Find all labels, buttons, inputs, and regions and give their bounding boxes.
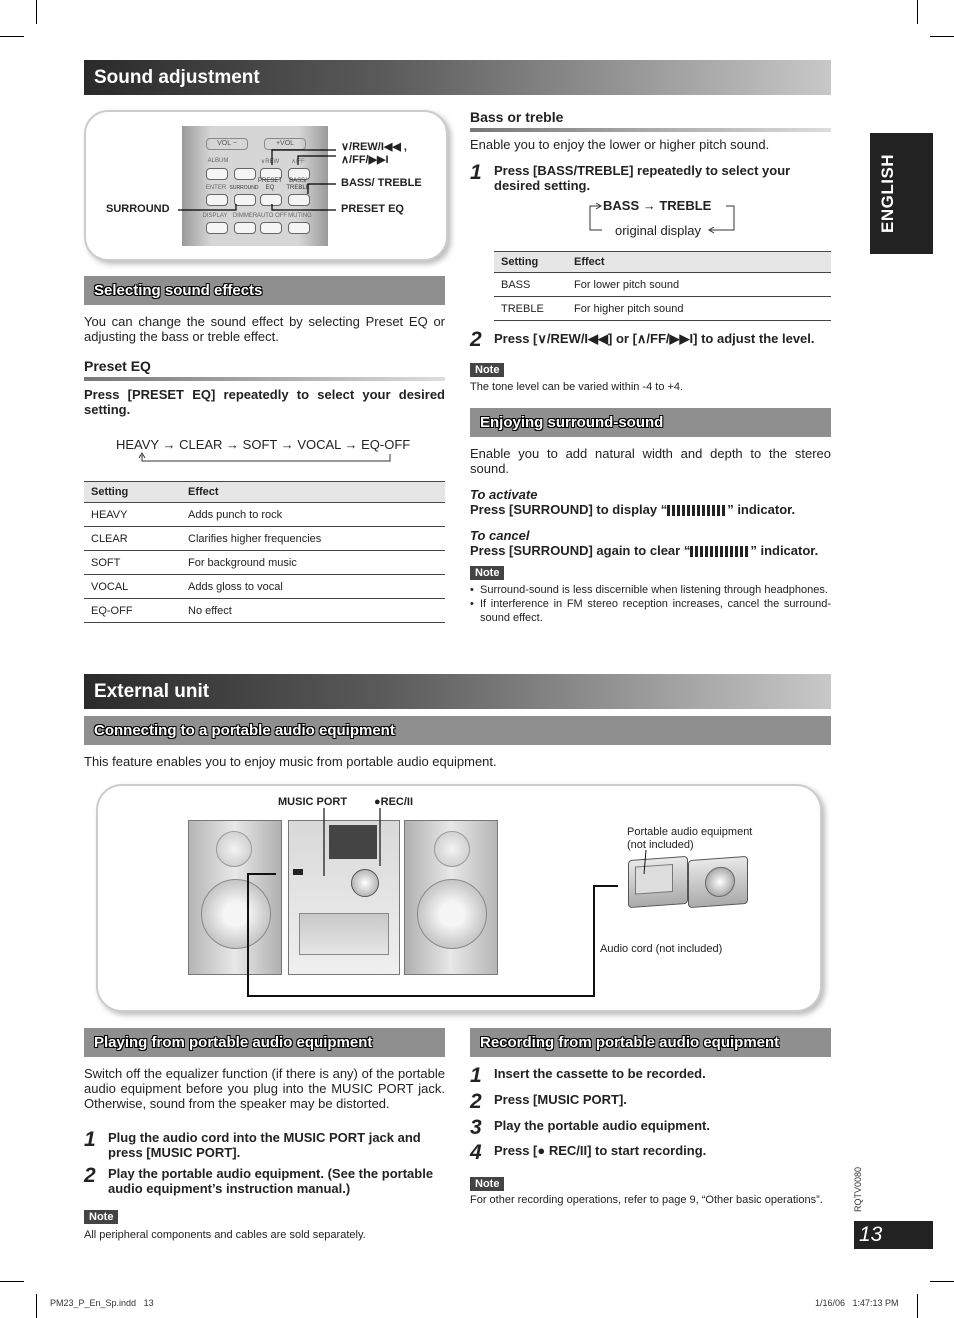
note-badge: Note [470,1177,504,1191]
step-number: 1 [470,1064,482,1087]
surround-intro: Enable you to add natural width and depth to the stereo sound. [470,446,831,476]
remote-key-label: PRESET EQ [258,178,283,191]
remote-key-label: DIMMER [232,213,258,219]
label-surround: SURROUND [106,203,170,215]
label-portable-equipment-note: (not included) [627,839,694,851]
label-rew: ∨/REW/I◀◀ , [341,141,407,153]
preset-eq-heading: Preset EQ [84,358,151,374]
label-preset-eq: PRESET EQ [341,203,404,215]
table-cell: BASS [494,273,567,297]
table-cell: HEAVY [84,503,181,527]
remote-figure [84,110,448,261]
crop-mark [0,1281,24,1282]
label-bass-treble: BASS/ TREBLE [341,177,422,189]
crop-mark [0,36,24,37]
subsection-recording: Recording from portable audio equipment [470,1028,831,1057]
table-cell: SOFT [84,551,181,575]
bass-note: The tone level can be varied within -4 to +4. [470,381,684,393]
footer-timestamp: 1/16/06 1:47:13 PM [815,1298,899,1308]
playing-note: All peripheral components and cables are sold separately. [84,1229,366,1241]
crop-mark [917,0,918,24]
to-activate-label: To activate [470,487,538,502]
surround-indicator-icon [690,546,750,557]
section-title-external-unit: External unit [84,674,831,709]
remote-key-label: ALBUM [207,158,229,164]
remote-key-label: BASS/ TREBLE [286,178,310,191]
heading-rule [84,377,445,381]
heading-rule [470,128,831,132]
note-text: If interference in FM stereo reception increases, cancel the surround-sound effect. [480,598,831,624]
table-cell: Adds punch to rock [181,503,445,527]
crop-mark [917,1294,918,1318]
table-cell: TREBLE [494,297,567,321]
table-cell: Clarifies higher frequencies [181,527,445,551]
subsection-surround: Enjoying surround-sound [470,408,831,437]
preset-eq-table [84,481,445,623]
table-cell: CLEAR [84,527,181,551]
label-music-port: MUSIC PORT [278,796,348,808]
bass-cycle: BASS → TREBLE [603,198,712,213]
table-row [84,575,445,599]
playing-step-2: Play the portable audio equipment. (See the portable audio equipment’s instruction manual.) [108,1166,434,1196]
bass-step-2: Press [∨/REW/I◀◀] or [∧/FF/▶▶I] to adjust the level. [494,331,815,346]
remote-key-label: ∨REW [260,159,280,165]
bass-cycle-arrows [588,200,738,234]
table-row [84,503,445,527]
label-ff: ∧/FF/▶▶I [341,154,389,166]
surround-notes [470,583,831,625]
note-item: • Surround-sound is less discernible when listening through headphones. [470,584,828,596]
recording-step-1: Insert the cassette to be recorded. [494,1066,706,1081]
recording-step-4: Press [● REC/II] to start recording. [494,1143,707,1158]
note-badge: Note [470,566,504,580]
label-audio-cord: Audio cord (not included) [600,943,723,955]
page-number: 13 [854,1221,933,1249]
crop-mark [36,0,37,24]
cancel-text: Press [SURROUND] again to clear “ [470,543,691,558]
surround-indicator-icon [667,505,727,516]
note-text: Surround-sound is less discernible when listening through headphones. [480,584,828,596]
playing-intro: Switch off the equalizer function (if there is any) of the portable audio equipment before you plug into the MUSIC PORT jack. Otherwise, sound from the speaker may be distorted. [84,1066,445,1111]
label-portable-equipment: Portable audio equipment [627,826,753,838]
recording-note: For other recording operations, refer to page 9, “Other basic operations”. [470,1194,823,1206]
remote-key-label: MUTING [288,213,312,219]
table-header: Setting [84,482,181,503]
activate-text: ” indicator. [727,502,796,517]
table-row [494,297,831,321]
crop-mark [930,36,954,37]
table-cell: Adds gloss to vocal [181,575,445,599]
vol-plus-button: +VOL [264,138,306,150]
preset-eq-instruction: Press [PRESET EQ] repeatedly to select your desired setting. [84,387,445,417]
table-cell: VOCAL [84,575,181,599]
note-item: • If interference in FM stereo reception increases, cancel the surround-sound effect. [470,598,831,624]
label-rec: ●REC/II [374,796,414,808]
cycle-return-arrow [138,452,394,466]
surround-cancel [470,543,818,558]
table-cell: For higher pitch sound [567,297,831,321]
surround-activate [470,502,795,517]
crop-mark [36,1294,37,1318]
step-number: 1 [84,1128,96,1151]
step-number: 3 [470,1116,482,1139]
step-number: 2 [84,1164,96,1187]
remote-key-label: ENTER [205,185,227,191]
doc-code: RQTV0080 [853,1166,863,1212]
remote-key-label: ∧/FF [291,159,305,165]
audio-cord [98,786,820,1010]
note-badge: Note [84,1210,118,1224]
activate-text: Press [SURROUND] to display “ [470,502,668,517]
recording-step-3: Play the portable audio equipment. [494,1118,710,1133]
to-cancel-label: To cancel [470,528,530,543]
step-number: 4 [470,1141,482,1164]
note-badge: Note [470,363,504,377]
table-header: Effect [181,482,445,503]
recording-step-2: Press [MUSIC PORT]. [494,1092,627,1107]
stereo-figure [96,784,822,1012]
subsection-playing: Playing from portable audio equipment [84,1028,445,1057]
table-cell: No effect [181,599,445,623]
bass-treble-table [494,251,831,321]
cancel-text: ” indicator. [750,543,819,558]
subsection-connecting: Connecting to a portable audio equipment [84,716,831,745]
table-row [84,551,445,575]
table-row [494,273,831,297]
table-cell: EQ-OFF [84,599,181,623]
table-cell: For background music [181,551,445,575]
language-tab-label: ENGLISH [878,153,897,233]
subsection-selecting-sound-effects: Selecting sound effects [84,276,445,305]
table-cell: For lower pitch sound [567,273,831,297]
footer-filename: PM23_P_En_Sp.indd 13 [50,1298,154,1308]
step-number: 2 [470,1090,482,1113]
crop-mark [930,1281,954,1282]
remote-key-label: DISPLAY [202,213,228,219]
bass-treble-heading: Bass or treble [470,109,564,125]
selecting-intro: You can change the sound effect by selecting Preset EQ or adjusting the bass or treble effect. [84,314,445,344]
playing-step-1: Plug the audio cord into the MUSIC PORT jack and press [MUSIC PORT]. [108,1130,421,1160]
remote-key-label: SURROUND [229,185,259,191]
preset-eq-cycle: HEAVY → CLEAR → SOFT → VOCAL → EQ-OFF [116,437,411,452]
table-header: Setting [494,252,567,273]
step-number: 2 [470,328,482,351]
vol-minus-button: VOL − [206,138,248,150]
section-title-sound-adjustment: Sound adjustment [84,60,831,95]
table-row [84,599,445,623]
bass-intro: Enable you to enjoy the lower or higher pitch sound. [470,137,770,152]
bass-step-1: Press [BASS/TREBLE] repeatedly to select your desired setting. [494,163,791,193]
language-tab [870,133,933,254]
table-header: Effect [567,252,831,273]
connecting-intro: This feature enables you to enjoy music from portable audio equipment. [84,754,497,769]
table-row [84,527,445,551]
bass-cycle-return: original display [615,223,701,238]
step-number: 1 [470,161,482,184]
remote-key-label: AUTO OFF [256,213,288,219]
